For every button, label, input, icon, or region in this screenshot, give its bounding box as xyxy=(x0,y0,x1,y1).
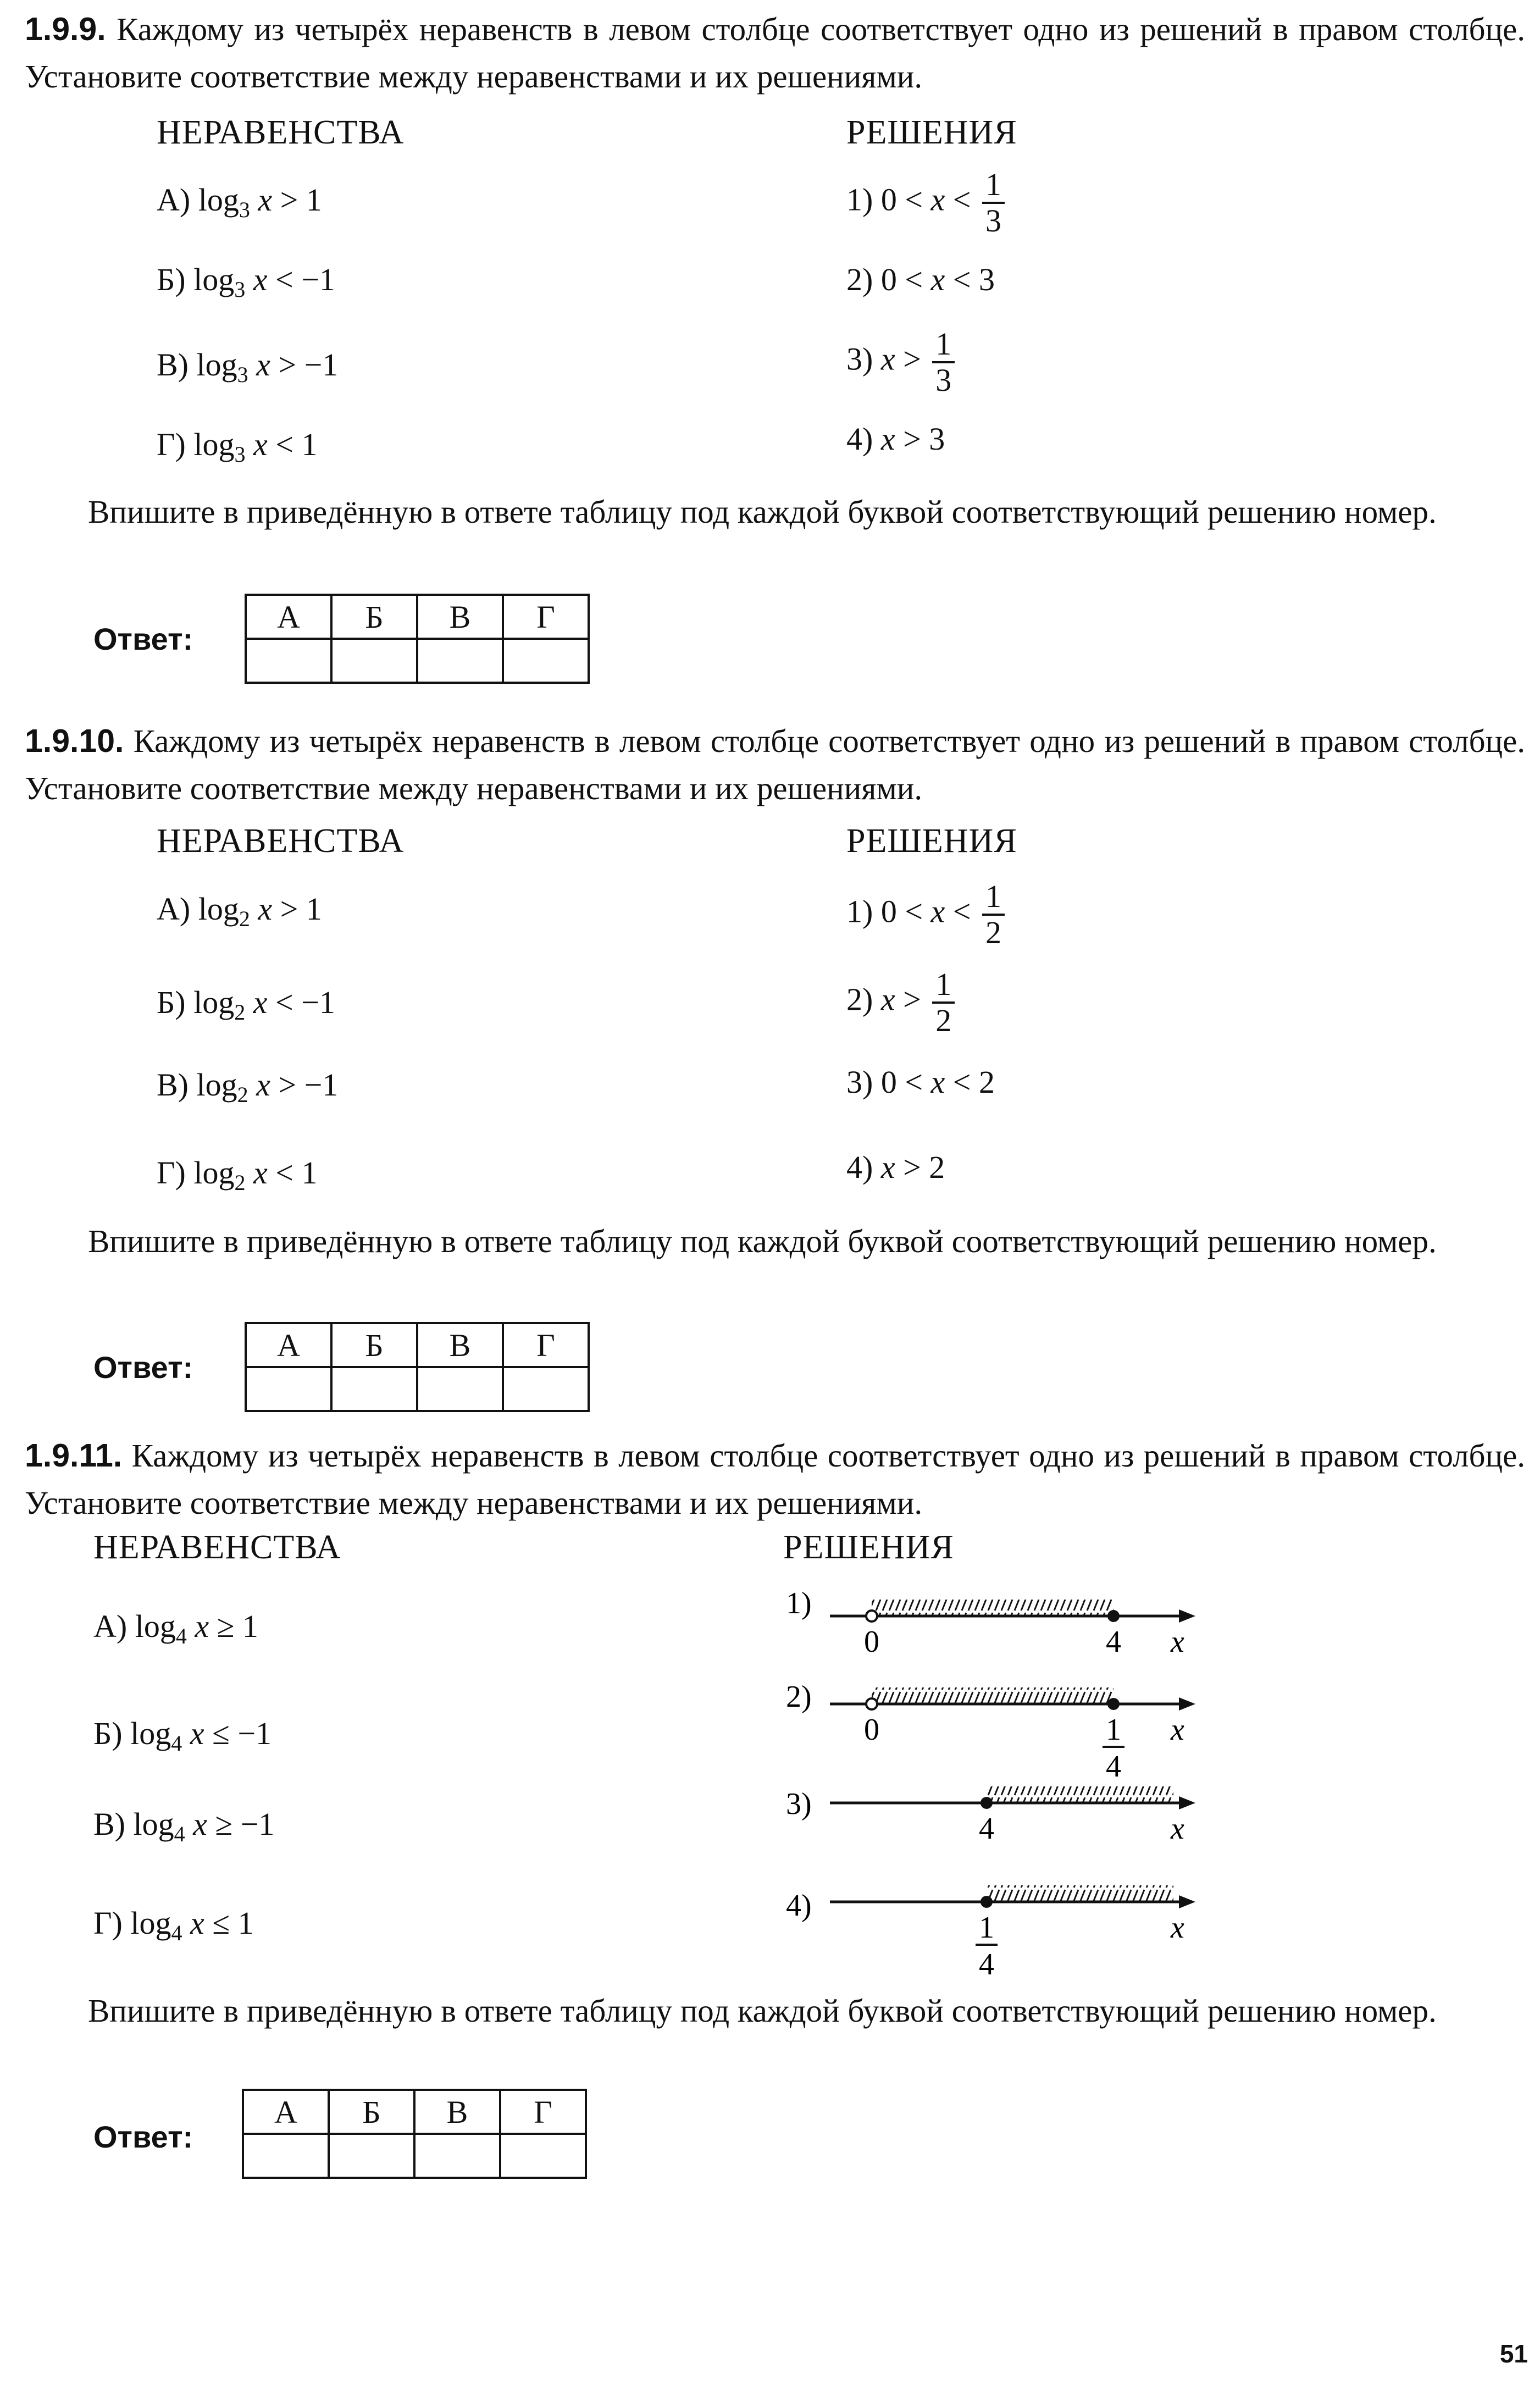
answer-cell-a[interactable] xyxy=(243,2134,329,2178)
answer-cell-g[interactable] xyxy=(503,1367,589,1411)
answer-cell-g[interactable] xyxy=(500,2134,586,2178)
number-line-1 xyxy=(786,1586,1195,1659)
problem-intro: Каждому из четырёх неравенств в левом столбце соответствует одно из решений в правом столбце. Установите соответствие между неравенствами и их решениями. xyxy=(25,723,1526,806)
answer-label: Ответ: xyxy=(93,622,193,656)
answer-col-v: В xyxy=(417,595,503,639)
problem-intro: Каждому из четырёх неравенств в левом столбце соответствует одно из решений в правом столбце. Установите соответствие между неравенствами и их решениями. xyxy=(25,11,1526,95)
inequality-v: В) $\log_4 x \ge -1$ xyxy=(93,1806,275,1846)
inequality-g: Г) $\log_3 x < 1$ xyxy=(157,427,318,467)
answer-cell-a[interactable] xyxy=(246,639,331,683)
point-label: 4 xyxy=(1106,1625,1121,1659)
answer-table-1-9-10 xyxy=(245,1322,590,1412)
answer-cell-b[interactable] xyxy=(331,639,417,683)
axis-label: x xyxy=(1171,1812,1184,1846)
problem-intro: Каждому из четырёх неравенств в левом столбце соответствует одно из решений в правом столбце. Установите соответствие между неравенствами и их решениями. xyxy=(25,1437,1526,1521)
answer-table-1-9-9 xyxy=(245,594,590,684)
answer-col-v: В xyxy=(417,1323,503,1367)
fraction-numerator: 1 xyxy=(1106,1713,1121,1747)
point-label: 0 xyxy=(864,1713,879,1747)
point-label: 0 xyxy=(864,1625,879,1659)
problem-1-9-10-statement xyxy=(25,717,1525,812)
inequality-v: В) $\log_2 x > -1$ xyxy=(157,1067,339,1107)
solution-4: 4) x > 3 xyxy=(846,421,945,457)
fraction-denominator: 4 xyxy=(1106,1750,1121,1784)
inequality-a: А) $\log_2 x > 1$ xyxy=(157,891,322,931)
inequality-a: А) $\log_4 x \ge 1$ xyxy=(93,1608,258,1648)
answer-cell-g[interactable] xyxy=(503,639,589,683)
answer-col-b: Б xyxy=(331,595,417,639)
solution-2: 2) x > $\frac{1}{2}$ xyxy=(846,967,955,1038)
answer-table-1-9-11 xyxy=(242,2089,587,2179)
problem-number: 1.9.10. xyxy=(25,723,124,759)
answer-cell-a[interactable] xyxy=(246,1367,331,1411)
answer-col-g: Г xyxy=(503,595,589,639)
inequalities-header: НЕРАВЕНСТВА xyxy=(157,822,405,860)
solutions-header: РЕШЕНИЯ xyxy=(846,822,1017,860)
number-line-label: 2) xyxy=(786,1680,812,1714)
inequalities-header: НЕРАВЕНСТВА xyxy=(93,1529,341,1566)
answer-cell-b[interactable] xyxy=(331,1367,417,1411)
answer-col-a: А xyxy=(243,2090,329,2134)
answer-col-a: А xyxy=(246,1323,331,1367)
answer-label: Ответ: xyxy=(93,2120,193,2154)
answer-col-g: Г xyxy=(500,2090,586,2134)
answer-cell-v[interactable] xyxy=(414,2134,500,2178)
point-label: 4 xyxy=(979,1812,994,1846)
fraction-denominator: 4 xyxy=(979,1947,994,1982)
solution-1: 1) 0 < x < $\frac{1}{3}$ xyxy=(846,168,1005,238)
inequality-v: В) $\log_3 x > -1$ xyxy=(157,347,339,387)
problem-1-9-9-statement xyxy=(25,5,1525,100)
solutions-header: РЕШЕНИЯ xyxy=(846,114,1017,151)
inequality-b: Б) $\log_4 x \le -1$ xyxy=(93,1716,272,1756)
axis-label: x xyxy=(1171,1911,1184,1945)
number-line-solutions xyxy=(769,1572,1220,1990)
inequality-g: Г) $\log_4 x \le 1$ xyxy=(93,1905,254,1945)
solution-1: 1) 0 < x < $\frac{1}{2}$ xyxy=(846,879,1005,950)
problem-1-9-11-statement xyxy=(25,1432,1525,1526)
inequality-g: Г) $\log_2 x < 1$ xyxy=(157,1155,318,1195)
solution-3: 3) 0 < x < 2 xyxy=(846,1064,995,1100)
answer-col-a: А xyxy=(246,595,331,639)
number-line-3 xyxy=(786,1786,1195,1846)
answer-cell-b[interactable] xyxy=(329,2134,414,2178)
number-line-2 xyxy=(786,1680,1195,1784)
number-line-label: 1) xyxy=(786,1586,812,1620)
answer-cell-v[interactable] xyxy=(417,1367,503,1411)
answer-col-b: Б xyxy=(329,2090,414,2134)
answer-col-b: Б xyxy=(331,1323,417,1367)
solutions-header: РЕШЕНИЯ xyxy=(783,1529,954,1566)
number-line-4 xyxy=(786,1885,1195,1982)
inequality-b: Б) $\log_2 x < -1$ xyxy=(157,984,335,1025)
problem-number: 1.9.9. xyxy=(25,11,106,47)
inequality-a: А) $\log_3 x > 1$ xyxy=(157,182,322,222)
answer-col-g: Г xyxy=(503,1323,589,1367)
number-line-label: 3) xyxy=(786,1787,812,1821)
solution-3: 3) x > $\frac{1}{3}$ xyxy=(846,327,955,397)
axis-label: x xyxy=(1171,1625,1184,1659)
solution-4: 4) x > 2 xyxy=(846,1149,945,1185)
inequality-b: Б) $\log_3 x < -1$ xyxy=(157,262,335,302)
instruction-1-9-9: Впишите в приведённую в ответе таблицу под каждой буквой соответствующий решению номер. xyxy=(88,494,1437,530)
page-number: 51 xyxy=(1499,2339,1528,2368)
solution-2: 2) 0 < x < 3 xyxy=(846,262,995,297)
number-line-label: 4) xyxy=(786,1889,812,1923)
answer-col-v: В xyxy=(414,2090,500,2134)
instruction-1-9-11: Впишите в приведённую в ответе таблицу под каждой буквой соответствующий решению номер. xyxy=(88,1993,1437,2029)
instruction-1-9-10: Впишите в приведённую в ответе таблицу под каждой буквой соответствующий решению номер. xyxy=(88,1223,1437,1259)
axis-label: x xyxy=(1171,1713,1184,1747)
fraction-numerator: 1 xyxy=(979,1911,994,1945)
inequalities-header: НЕРАВЕНСТВА xyxy=(157,114,405,151)
answer-cell-v[interactable] xyxy=(417,639,503,683)
answer-label: Ответ: xyxy=(93,1350,193,1385)
problem-number: 1.9.11. xyxy=(25,1437,123,1474)
